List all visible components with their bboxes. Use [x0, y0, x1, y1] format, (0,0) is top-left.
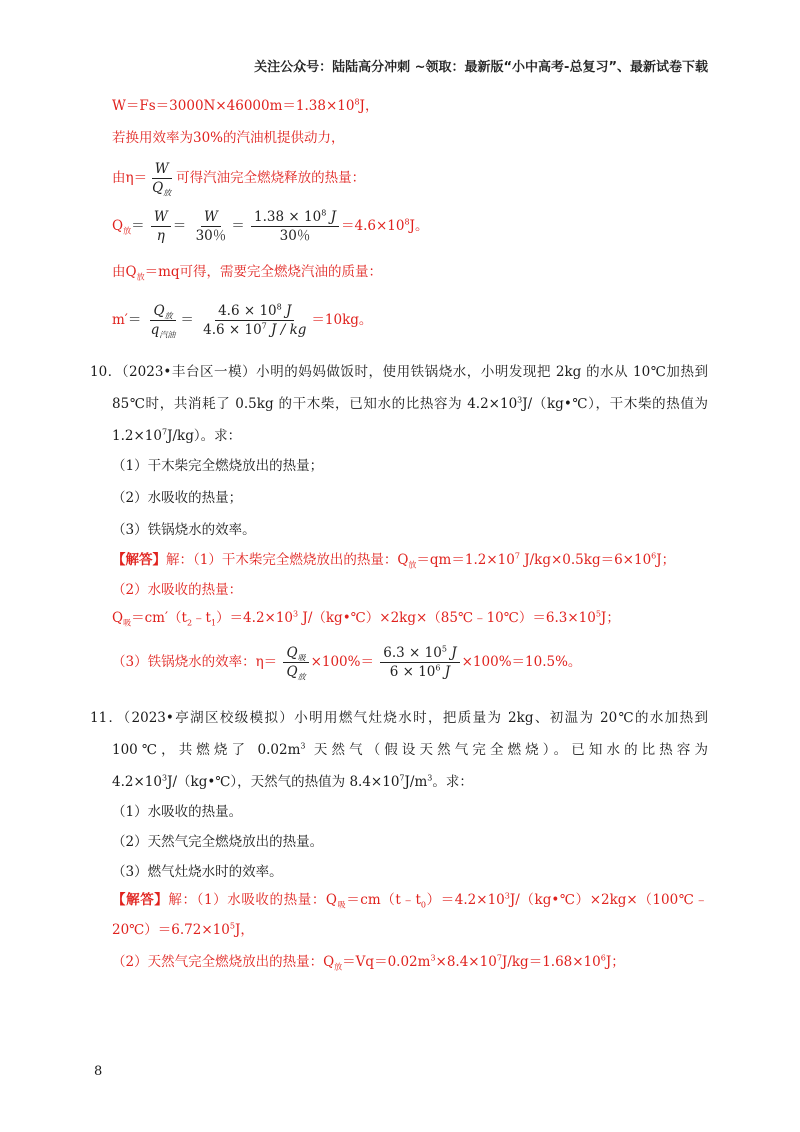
q10-line2: 85℃时，共消耗了 0.5kg 的干木柴，已知水的比热容为 $4.2\times 10^3J/(kg•℃)$，干木柴的热值为 — [112, 395, 708, 412]
q11-answer2: （2）天然气完全燃烧放出的热量：$Q_放=Vq=0.02m^3\times 8.4\times 10^7J/kg=1.68\times 10^6J$； — [112, 953, 625, 972]
q11-answer1-cont: $20℃)=6.72\times 10^5J$， — [112, 921, 254, 938]
q11-line1: 11．（2023•亭湖区校级模拟）小明用燃气灶烧水时，把质量为 2kg、初温为 20℃的水加热到 — [90, 710, 708, 726]
q10-line3: $1.2\times 10^7J/kg$）。求： — [112, 427, 242, 444]
q11-answer1: 【解答】解：（1）水吸收的热量：$Q_吸=cm(t﹣t_0)=4.2\times 10^3J/(kg•℃)\times 2kg\times(100℃﹣$ — [112, 891, 708, 910]
work-line: $W=Fs=3000N\times 46000m=1.38\times 10^8J$， — [112, 97, 379, 114]
q10-answer2: （2）水吸收的热量： — [112, 582, 243, 598]
q10-answer4: （3）铁锅烧水的效率：η＝ $\frac{Q_吸}{Q_放}$ ×100%＝ $\frac{6.3 \times 10^5 J}{6 \times 10^6 J}$ ×100%＝10.5%。 — [112, 644, 582, 682]
q11-line3: $4.2\times 10^3J/(kg•℃)$，天然气的热值为 $8.4\times 10^7J/m^3$。求： — [112, 773, 473, 790]
mq-line: 由$Q_放=mq$可得，需要完全燃烧汽油的质量： — [112, 264, 383, 282]
eta-line: 由η＝ $\frac{W}{Q_放}$ 可得汽油完全燃烧释放的热量： — [112, 161, 366, 198]
q10-sub2: （2）水吸收的热量； — [112, 490, 243, 506]
q10-line1: 10．（2023•丰台区一模）小明的妈妈做饭时，使用铁锅烧水，小明发现把 2kg 的水从 10℃加热到 — [90, 364, 708, 380]
m-formula-line: m′＝ $\frac{Q_放}{q_{汽油}}$ ＝ $\frac{4.6 \times 10^8 J}{4.6 \times 10^7 J / kg}$ ＝10kg。 — [112, 302, 373, 340]
page-header: 关注公众号：陆陆高分冲刺 ~领取：最新版“小中高考-总复习”、最新试卷下载 — [254, 60, 708, 75]
q11-sub2: （2）天然气完全燃烧放出的热量。 — [112, 834, 324, 850]
q11-line2: 100℃，共燃烧了 $0.02m^3$ 天然气（假设天然气完全燃烧）。已知水的比热容为 — [112, 741, 708, 758]
q10-sub3: （3）铁锅烧水的效率。 — [112, 522, 256, 538]
q-formula-line: $Q_放=$ $\frac{W}{\eta}$ ＝ $\frac{W}{30\%}$ ＝ $\frac{1.38 \times 10^8 J}{30\%}$ $=4.6\times 10^8J$。 — [112, 208, 429, 244]
q10-sub1: （1）干木柴完全燃烧放出的热量； — [112, 458, 324, 474]
q10-answer3: $Q_吸=cm'(t_2﹣t_1)=4.2\times 10^3$ $J/(kg•℃)\times 2kg\times(85℃﹣10℃)=6.3\times 10^5J$； — [112, 609, 620, 628]
page-number: 8 — [94, 1064, 103, 1079]
engine-line: 若换用效率为30%的汽油机提供动力， — [112, 130, 345, 146]
q11-sub1: （1）水吸收的热量。 — [112, 804, 243, 820]
q10-answer1: 【解答】解：（1）干木柴完全燃烧放出的热量：$Q_放=qm=1.2\times 10^7$ $J/kg\times 0.5kg=6\times 10^6J$； — [112, 551, 676, 570]
q11-sub3: （3）燃气灶烧水时的效率。 — [112, 864, 283, 880]
